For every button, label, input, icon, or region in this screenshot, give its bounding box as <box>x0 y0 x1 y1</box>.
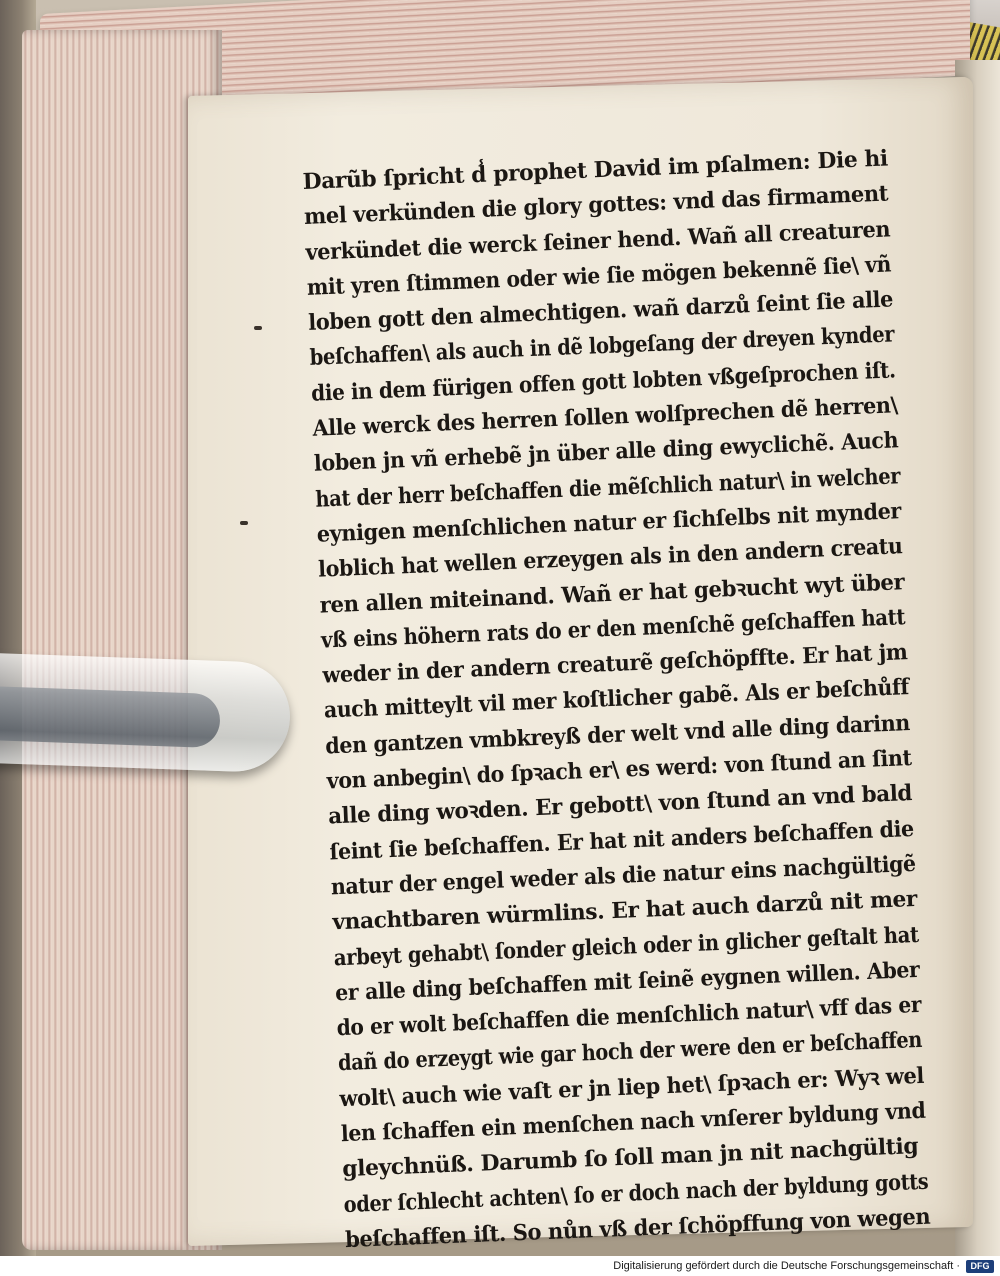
funding-credit-separator: · <box>956 1260 960 1272</box>
text-line: vß eins höhern rats do er den menſchẽ geſchaffen hatt <box>320 604 906 654</box>
text-line: ſeint ſie beſchaffen. Er hat nit anders beſchaffen die <box>329 815 915 866</box>
text-line: Alle werck des herren ſollen wolſprechen dẽ herren\ <box>312 392 899 442</box>
text-line: verkündet die werck ſeiner hend. Wañ all creaturen <box>304 216 891 266</box>
page-speck <box>240 521 248 525</box>
text-line: den gantzen vmbkreyß der welt vnd alle ding darinn <box>324 709 911 760</box>
text-line: vnachtbaren würmlins. Er hat auch darzů nit mer <box>331 886 918 936</box>
text-line: er alle ding beſchaffen mit ſeinẽ eygnen willen. Aber <box>334 956 920 1007</box>
page-text-block <box>302 141 931 1254</box>
text-line: hat der herr beſchaffen die mẽſchlich natur\ in welcher <box>314 462 901 513</box>
text-line: do er wolt beſchaffen die menſchlich natur\ vff das er <box>336 991 922 1042</box>
acrylic-page-clip <box>0 653 292 774</box>
text-line: loben gott den almechtigen. wañ darzů ſeint ſie alle <box>307 286 894 337</box>
text-line: arbeyt gehabt\ ſonder gleich oder in glicher geſtalt hat <box>333 921 920 971</box>
digitization-footer <box>0 1256 1000 1276</box>
text-line: von anbegin\ do ſpꝛach er\ es werd: von ſtund an ſint <box>326 745 913 795</box>
text-line: die in dem fürigen offen gott lobten vßgeſprochen iſt. <box>310 357 897 407</box>
text-line: eynigen menſchlichen natur er ſichſelbs nit mynder <box>316 498 902 548</box>
text-line: gleychnüß. Darumb ſo ſoll man jn nit nachgültig <box>341 1133 919 1183</box>
text-line: ren allen miteinand. Wañ er hat gebꝛucht wyt über <box>319 568 905 619</box>
text-line: alle ding woꝛden. Er gebott\ von ſtund an vnd bald <box>327 780 913 830</box>
page-speck <box>254 326 262 330</box>
text-line: dañ do erzeygt wie gar hoch der were den er beſchaffen <box>337 1027 923 1077</box>
text-line: mit yren ſtimmen oder wie ſie mögen bekennẽ ſie\ vñ <box>306 251 892 301</box>
text-line: natur der engel weder als die natur eins nachgültigẽ <box>330 850 917 901</box>
text-line: len ſchaffen ein menſchen nach vnſerer byldung vnd <box>340 1097 926 1148</box>
text-line: weder in der andern creaturẽ geſchöpffte. Er hat jm <box>321 639 908 689</box>
text-line: loblich hat wellen erzeygen als in den andern creatu <box>317 533 903 583</box>
funding-credit-text: Digitalisierung gefördert durch die Deutsche Forschungsgemeinschaft <box>613 1260 954 1272</box>
text-line: beſchaffen\ als auch in dẽ lobgeſang der dreyen kynder <box>309 321 895 372</box>
text-line: beſchaffen iſt. So nůn vß der ſchöpffung von wegen <box>344 1203 931 1254</box>
text-line: auch mitteylt vil mer koſtlicher gabẽ. Als er beſchůff <box>323 674 910 725</box>
text-line: oder ſchlecht achten\ ſo er doch nach der byldung gotts <box>343 1168 929 1218</box>
text-line: wolt\ auch wie vaſt er jn liep het\ ſpꝛach er: Wyꝛ wel <box>338 1062 925 1112</box>
text-line: loben jn vñ erhebẽ jn über alle ding ewyclichẽ. Auch <box>313 427 899 478</box>
dfg-logo-text: DFG <box>970 1261 990 1271</box>
dfg-logo <box>966 1260 994 1273</box>
funding-credit <box>613 1260 960 1272</box>
text-line: mel verkünden die glory gottes: vnd das firmament <box>303 180 889 231</box>
text-line: Darũb ſpricht d̾ prophet David im pſalmen: Die hi <box>302 145 889 195</box>
